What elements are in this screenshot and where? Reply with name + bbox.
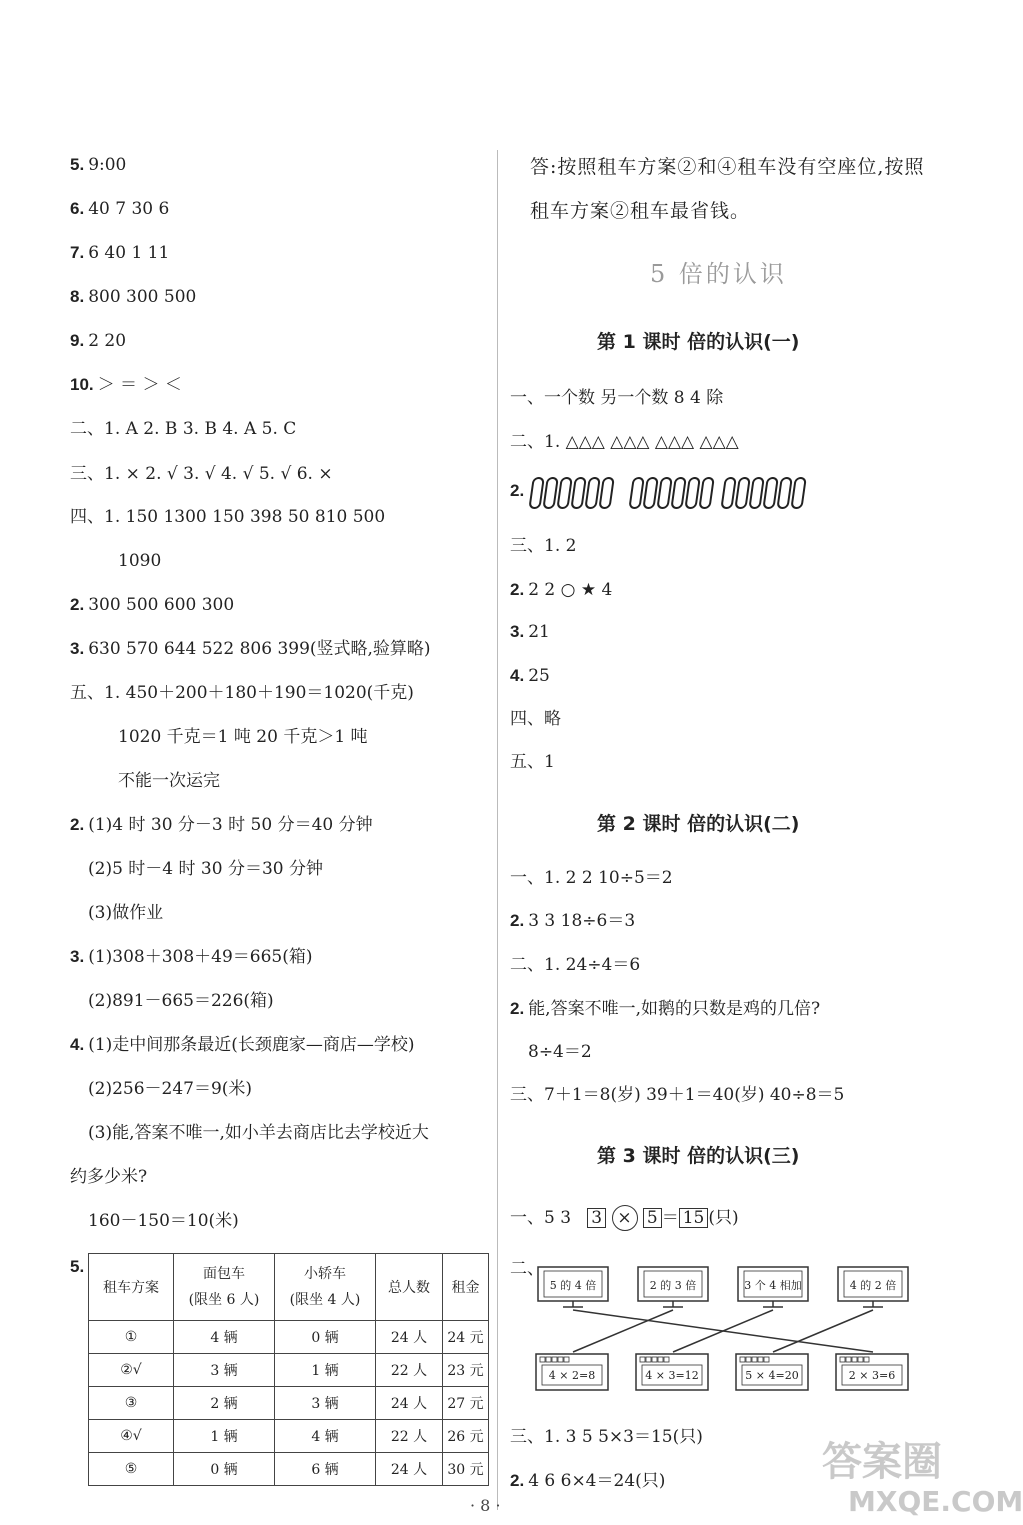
watermark-url: MXQE.COM <box>848 1485 1023 1518</box>
section-si-1-cont: 1090 <box>118 551 162 571</box>
table-header-cell: 租金 <box>443 1254 489 1321</box>
answer-5: 5. 9:00 <box>70 155 127 175</box>
lesson-1-q4: 四、略 <box>510 709 561 729</box>
lesson-3-q2-label: 二、 <box>510 1259 544 1279</box>
match-bottom-3: 5 × 4=20 <box>745 1369 799 1382</box>
section-si-3: 3. 630 570 644 522 806 399(竖式略,验算略) <box>70 639 431 659</box>
table-cell: ④√ <box>89 1420 174 1453</box>
lesson-2-title: 第 2 课时 倍的认识(二) <box>597 813 800 835</box>
match-bottom-1: 4 × 2=8 <box>548 1369 596 1382</box>
table-header-row <box>89 1254 489 1321</box>
lesson-1-q2-2: 2. <box>510 481 525 500</box>
table-cell: 24 元 <box>443 1321 489 1354</box>
lesson-3-q3-1: 三、1. 3 5 5×3＝15(只) <box>510 1427 703 1447</box>
answer-10: 10. ＞ ＝ ＞ ＜ <box>70 375 182 395</box>
match-top-3: 3 个 4 相加 <box>744 1279 802 1292</box>
lesson-1-q3-2: 2. 2 2 ○ ★ 4 <box>510 580 613 600</box>
table-cell: 24 人 <box>376 1387 443 1420</box>
table-header-cell: 小轿车 (限坐 4 人) <box>275 1254 376 1321</box>
answer-box: 15 <box>679 1208 709 1228</box>
table-row <box>89 1354 489 1387</box>
table-row <box>89 1321 489 1354</box>
table-cell: 1 辆 <box>275 1354 376 1387</box>
lesson-1-q3-1: 三、1. 2 <box>510 536 577 556</box>
table-row <box>89 1420 489 1453</box>
table-header-cell: 总人数 <box>376 1254 443 1321</box>
section-wu-2a: 2. (1)4 时 30 分－3 时 50 分＝40 分钟 <box>70 815 373 835</box>
table-header-cell: 租车方案 <box>89 1254 174 1321</box>
section-wu-2b: (2)5 时－4 时 30 分＝30 分钟 <box>88 859 323 879</box>
answer-9: 9. 2 20 <box>70 331 127 351</box>
answer-6: 6. 40 7 30 6 <box>70 199 170 219</box>
table-row <box>89 1387 489 1420</box>
lesson-3-title: 第 3 课时 倍的认识(三) <box>597 1145 800 1167</box>
page-number: · 8 · <box>470 1496 501 1515</box>
table-cell: 24 人 <box>376 1321 443 1354</box>
section-wu-1b: 1020 千克＝1 吨 20 千克＞1 吨 <box>118 727 368 747</box>
lesson-3-q3-2: 2. 4 6 6×4＝24(只) <box>510 1471 666 1491</box>
table-cell: ②√ <box>89 1354 174 1387</box>
watermark-logo: 答案圈 <box>822 1439 942 1485</box>
section-wu-5-label: 5. <box>70 1257 85 1276</box>
lesson-1-q3-3: 3. 21 <box>510 622 550 642</box>
match-bottom-4: 2 × 3=6 <box>848 1369 896 1382</box>
table-cell: 23 元 <box>443 1354 489 1387</box>
table-cell: 22 人 <box>376 1420 443 1453</box>
table-cell: 22 人 <box>376 1354 443 1387</box>
match-top-1: 5 的 4 倍 <box>549 1279 597 1292</box>
lesson-2-q3: 三、7＋1＝8(岁) 39＋1＝40(岁) 40÷8＝5 <box>510 1085 845 1105</box>
lesson-2-q2-2b: 8÷4＝2 <box>528 1042 592 1062</box>
answer-text-1: 答:按照租车方案②和④租车没有空座位,按照 <box>530 156 925 178</box>
table-cell: 27 元 <box>443 1387 489 1420</box>
match-top-2: 2 的 3 倍 <box>649 1279 697 1292</box>
table-cell: 3 辆 <box>174 1354 275 1387</box>
section-wu-4b: (2)256－247＝9(米) <box>88 1079 253 1099</box>
lesson-2-q2-2: 2. 能,答案不唯一,如鹅的只数是鸡的几倍? <box>510 999 821 1019</box>
table-cell: 24 人 <box>376 1453 443 1486</box>
section-si-2: 2. 300 500 600 300 <box>70 595 235 615</box>
lesson-2-q2-1: 二、1. 24÷4＝6 <box>510 955 641 975</box>
match-bottom-2: 4 × 3=12 <box>645 1369 699 1382</box>
lesson-1-q3-4: 4. 25 <box>510 666 550 686</box>
table-cell: 2 辆 <box>174 1387 275 1420</box>
table-row <box>89 1453 489 1486</box>
table-cell: ① <box>89 1321 174 1354</box>
table-cell: 30 元 <box>443 1453 489 1486</box>
table-cell: 4 辆 <box>174 1321 275 1354</box>
section-wu-2c: (3)做作业 <box>88 903 164 923</box>
section-wu-4c: (3)能,答案不唯一,如小羊去商店比去学校近大 <box>88 1123 429 1143</box>
match-top-4: 4 的 2 倍 <box>849 1279 897 1292</box>
lesson-1-title: 第 1 课时 倍的认识(一) <box>597 331 800 353</box>
table-cell: 0 辆 <box>275 1321 376 1354</box>
table-header-cell: 面包车 (限坐 6 人) <box>174 1254 275 1321</box>
column-divider <box>497 150 498 1510</box>
section-wu-4a: 4. (1)走中间那条最近(长颈鹿家—商店—学校) <box>70 1035 415 1055</box>
rental-table <box>88 1253 489 1486</box>
section-wu-4d: 约多少米? <box>70 1167 148 1187</box>
lesson-2-q1-2: 2. 3 3 18÷6＝3 <box>510 911 636 931</box>
answer-8: 8. 800 300 500 <box>70 287 197 307</box>
section-san: 三、1. × 2. √ 3. √ 4. √ 5. √ 6. × <box>70 464 333 484</box>
section-wu-4e: 160－150＝10(米) <box>88 1211 239 1231</box>
answer-box: 5 <box>643 1208 662 1228</box>
operator-circle: × <box>612 1205 638 1231</box>
lesson-1-q2: 二、1. △△△ △△△ △△△ △△△ <box>510 432 739 452</box>
section-wu-1c: 不能一次运完 <box>118 771 220 791</box>
table-cell: 3 辆 <box>275 1387 376 1420</box>
section-si-1: 四、1. 150 1300 150 398 50 810 500 <box>70 507 386 527</box>
lesson-2-q1-1: 一、1. 2 2 10÷5＝2 <box>510 868 673 888</box>
section-wu-3b: (2)891－665＝226(箱) <box>88 991 274 1011</box>
table-cell: 0 辆 <box>174 1453 275 1486</box>
answer-7: 7. 6 40 1 11 <box>70 243 170 263</box>
matching-figure <box>530 1262 920 1397</box>
lesson-1-q1: 一、一个数 另一个数 8 4 除 <box>510 388 724 408</box>
lesson-1-q5: 五、1 <box>510 752 555 772</box>
sticks-figure <box>530 472 820 512</box>
answer-box: 3 <box>587 1208 606 1228</box>
lesson-3-q1: 一、5 3 3 × 5 ＝ 15 (只) <box>510 1205 739 1231</box>
chapter-title: 5 倍的认识 <box>650 260 787 288</box>
table-cell: 4 辆 <box>275 1420 376 1453</box>
section-wu-1: 五、1. 450＋200＋180＋190＝1020(千克) <box>70 683 414 703</box>
section-wu-3a: 3. (1)308＋308＋49＝665(箱) <box>70 947 313 967</box>
table-cell: 26 元 <box>443 1420 489 1453</box>
table-cell: 6 辆 <box>275 1453 376 1486</box>
answer-text-2: 租车方案②租车最省钱。 <box>530 200 751 222</box>
table-cell: ③ <box>89 1387 174 1420</box>
table-cell: ⑤ <box>89 1453 174 1486</box>
table-cell: 1 辆 <box>174 1420 275 1453</box>
section-er: 二、1. A 2. B 3. B 4. A 5. C <box>70 419 297 439</box>
